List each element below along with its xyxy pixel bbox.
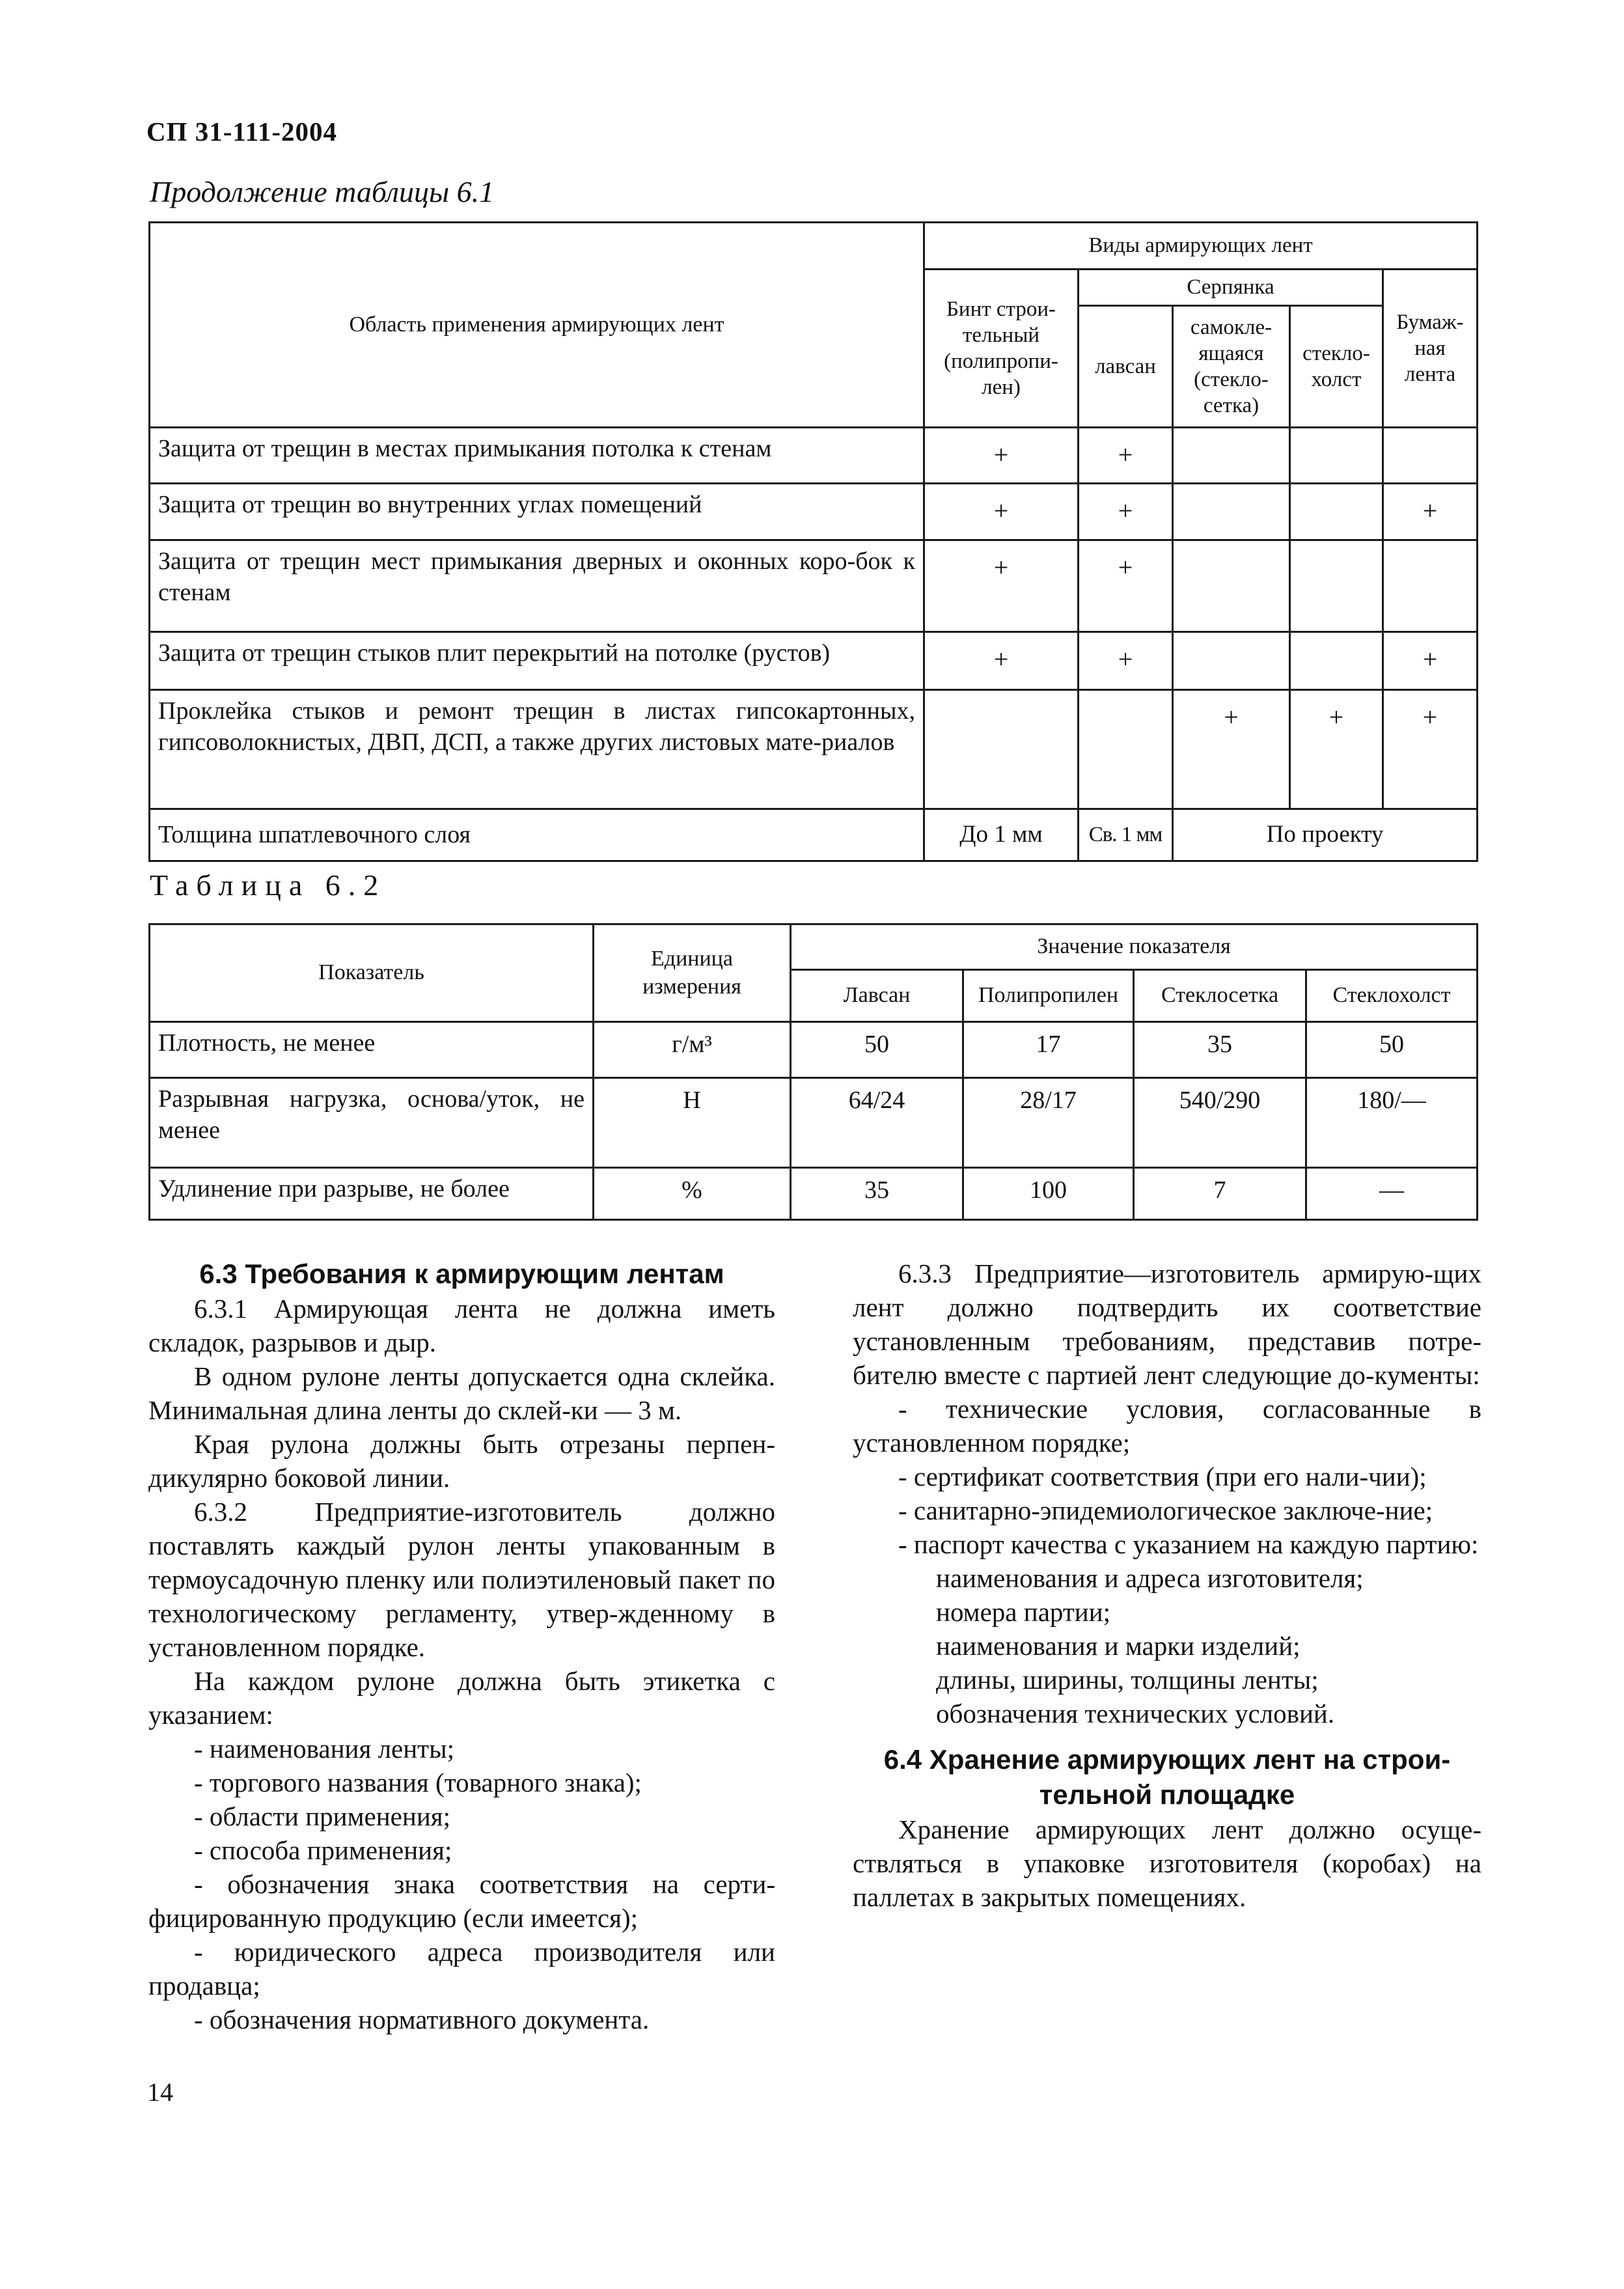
list-item: - санитарно-эпидемиологическое заключе-ние;: [898, 1495, 1433, 1525]
cell-polypropylene: 28/17: [963, 1078, 1134, 1168]
table-continuation-caption: Продолжение таблицы 6.1: [150, 175, 495, 208]
cell-unit: %: [594, 1168, 791, 1220]
cell-lavsan: 50: [791, 1022, 963, 1078]
cell-lavsan: +: [1079, 540, 1173, 632]
table-6-2-title: Таблица 6.2: [150, 868, 387, 902]
cell-glass-canvas: [1290, 428, 1383, 484]
paragraph: Хранение армирующих лент должно осуще-ствляться в упаковке изготовителя (коробах) на паллетах в закрытых помещениях.: [853, 1814, 1481, 1912]
cell-bint: [924, 690, 1079, 809]
section-6-4-heading: 6.4 Хранение армирующих лент на строи-тельной площадке: [883, 1744, 1451, 1810]
list-item: - обозначения нормативного документа.: [194, 2005, 650, 2034]
cell-steklokholst: —: [1306, 1168, 1478, 1220]
table-6-2: [148, 923, 1478, 1221]
table-row: [150, 690, 1478, 809]
document-code: СП 31-111-2004: [146, 117, 338, 146]
row-label: Плотность, не менее: [150, 1022, 594, 1078]
paragraph: 6.3.1 Армирующая лента не должна иметь складок, разрывов и дыр.: [148, 1294, 775, 1357]
cell-paper-tape: +: [1383, 484, 1478, 540]
cell-glass-canvas: [1290, 484, 1383, 540]
row-label: Защита от трещин в местах примыкания потолка к стенам: [150, 428, 924, 484]
paragraph: На каждом рулоне должна быть этикетка с указанием:: [148, 1666, 775, 1730]
row-label: Удлинение при разрыве, не более: [150, 1168, 594, 1220]
cell-steklokholst: 180/—: [1306, 1078, 1478, 1168]
table-row: [150, 484, 1478, 540]
row-label: Защита от трещин мест примыкания дверных и оконных коро-бок к стенам: [150, 540, 924, 632]
cell-unit: г/м³: [594, 1022, 791, 1078]
header-self-adhesive: самокле-ящаяся (стекло-сетка): [1173, 306, 1290, 428]
section-6-3-heading: 6.3 Требования к армирующим лентам: [199, 1258, 724, 1289]
cell-glass-canvas: [1290, 540, 1383, 632]
header-polypropylene: Полипропилен: [963, 970, 1134, 1022]
cell-paper-tape: [1383, 428, 1478, 484]
cell-bint: +: [924, 632, 1079, 690]
cell-bint: +: [924, 484, 1079, 540]
cell-self-adhesive: [1173, 428, 1290, 484]
list-item: - технические условия, согласованные в установленном порядке;: [853, 1394, 1481, 1458]
cell-paper-tape: [1383, 540, 1478, 632]
header-indicator: Показатель: [150, 924, 594, 1022]
cell-bint: +: [924, 540, 1079, 632]
row-label: Толщина шпатлевочного слоя: [150, 809, 924, 861]
list-item: - сертификат соответствия (при его нали-чии);: [898, 1462, 1427, 1491]
table-row: [150, 428, 1478, 484]
cell-lavsan: +: [1079, 484, 1173, 540]
sub-list-item: обозначения технических условий.: [936, 1699, 1335, 1728]
cell-lavsan: 35: [791, 1168, 963, 1220]
header-steklokholst: Стеклохолст: [1306, 970, 1478, 1022]
list-item: - юридического адреса производителя или продавца;: [148, 1937, 775, 2001]
row-label: Проклейка стыков и ремонт трещин в листах гипсокартонных, гипсоволокнистых, ДВП, ДСП, а также других листовых мате-риалов: [150, 690, 924, 809]
table-row: [150, 1078, 1478, 1168]
header-unit: Единица измерения: [594, 924, 791, 1022]
cell-steklokholst: 50: [1306, 1022, 1478, 1078]
list-item: - обозначения знака соответствия на серти-фицированную продукцию (если имеется);: [148, 1869, 775, 1933]
left-column: [148, 1256, 775, 2036]
cell-lavsan: +: [1079, 632, 1173, 690]
table-row: [150, 1022, 1478, 1078]
cell-lavsan: [1079, 690, 1173, 809]
table-row: [150, 632, 1478, 690]
page-number: 14: [147, 2077, 173, 2107]
paragraph: 6.3.3 Предприятие—изготовитель армирую-щих лент должно подтвердить их соответствие установленным требованиям, представив потре-бителю вместе с партией лент следующие до-кументы:: [853, 1258, 1481, 1390]
cell-self-adhesive: +: [1173, 690, 1290, 809]
sub-list-item: наименования и адреса изготовителя;: [936, 1563, 1364, 1593]
paragraph: Края рулона должны быть отрезаны перпен-дикулярно боковой линии.: [148, 1429, 775, 1493]
right-column: [853, 1256, 1481, 1914]
header-tape-types: Виды армирующих лент: [924, 223, 1478, 270]
list-item: - наименования ленты;: [194, 1734, 455, 1764]
cell-lavsan: 64/24: [791, 1078, 963, 1168]
header-lavsan: лавсан: [1079, 306, 1173, 428]
list-item: - паспорт качества с указанием на каждую партию:: [898, 1529, 1479, 1559]
paragraph: В одном рулоне ленты допускается одна склейка. Минимальная длина ленты до склей-ки — 3 м.: [148, 1361, 775, 1425]
cell-unit: Н: [594, 1078, 791, 1168]
cell-polypropylene: 100: [963, 1168, 1134, 1220]
row-label: Защита от трещин стыков плит перекрытий на потолке (рустов): [150, 632, 924, 690]
cell-thickness-lavsan: Св. 1 мм: [1079, 809, 1173, 861]
table-row: [150, 540, 1478, 632]
row-label: Разрывная нагрузка, основа/уток, не менее: [150, 1078, 594, 1168]
list-item: - способа применения;: [194, 1835, 452, 1865]
header-glass-canvas: стекло-холст: [1290, 306, 1383, 428]
cell-self-adhesive: [1173, 632, 1290, 690]
cell-paper-tape: +: [1383, 690, 1478, 809]
cell-polypropylene: 17: [963, 1022, 1134, 1078]
cell-steklosetka: 540/290: [1134, 1078, 1306, 1168]
cell-paper-tape: +: [1383, 632, 1478, 690]
list-item: - торгового названия (товарного знака);: [194, 1768, 642, 1797]
table-row-thickness: [150, 809, 1478, 861]
cell-steklosetka: 7: [1134, 1168, 1306, 1220]
cell-steklosetka: 35: [1134, 1022, 1306, 1078]
sub-list-item: наименования и марки изделий;: [936, 1631, 1301, 1661]
cell-glass-canvas: +: [1290, 690, 1383, 809]
header-lavsan: Лавсан: [791, 970, 963, 1022]
cell-self-adhesive: [1173, 540, 1290, 632]
sub-list-item: номера партии;: [936, 1597, 1111, 1627]
header-serpyanka: Серпянка: [1079, 270, 1383, 306]
header-bint: Бинт строи-тельный (полипропи-лен): [924, 270, 1079, 428]
cell-thickness-project: По проекту: [1173, 809, 1478, 861]
paragraph: 6.3.2 Предприятие-изготовитель должно поставлять каждый рулон ленты упакованным в термоусадочную пленку или полиэтиленовый пакет по технологическому регламенту, утвер-жденному в установленном порядке.: [148, 1497, 775, 1662]
cell-lavsan: +: [1079, 428, 1173, 484]
header-application-area: Область применения армирующих лент: [150, 223, 924, 428]
cell-self-adhesive: [1173, 484, 1290, 540]
cell-glass-canvas: [1290, 632, 1383, 690]
row-label: Защита от трещин во внутренних углах помещений: [150, 484, 924, 540]
list-item: - области применения;: [194, 1801, 451, 1831]
table-row: [150, 1168, 1478, 1220]
header-steklosetka: Стеклосетка: [1134, 970, 1306, 1022]
cell-bint: +: [924, 428, 1079, 484]
header-value: Значение показателя: [791, 924, 1478, 970]
header-paper-tape: Бумаж-ная лента: [1383, 270, 1478, 428]
sub-list-item: длины, ширины, толщины ленты;: [936, 1665, 1319, 1695]
table-6-1-continuation: [148, 221, 1478, 862]
cell-thickness-bint: До 1 мм: [924, 809, 1079, 861]
